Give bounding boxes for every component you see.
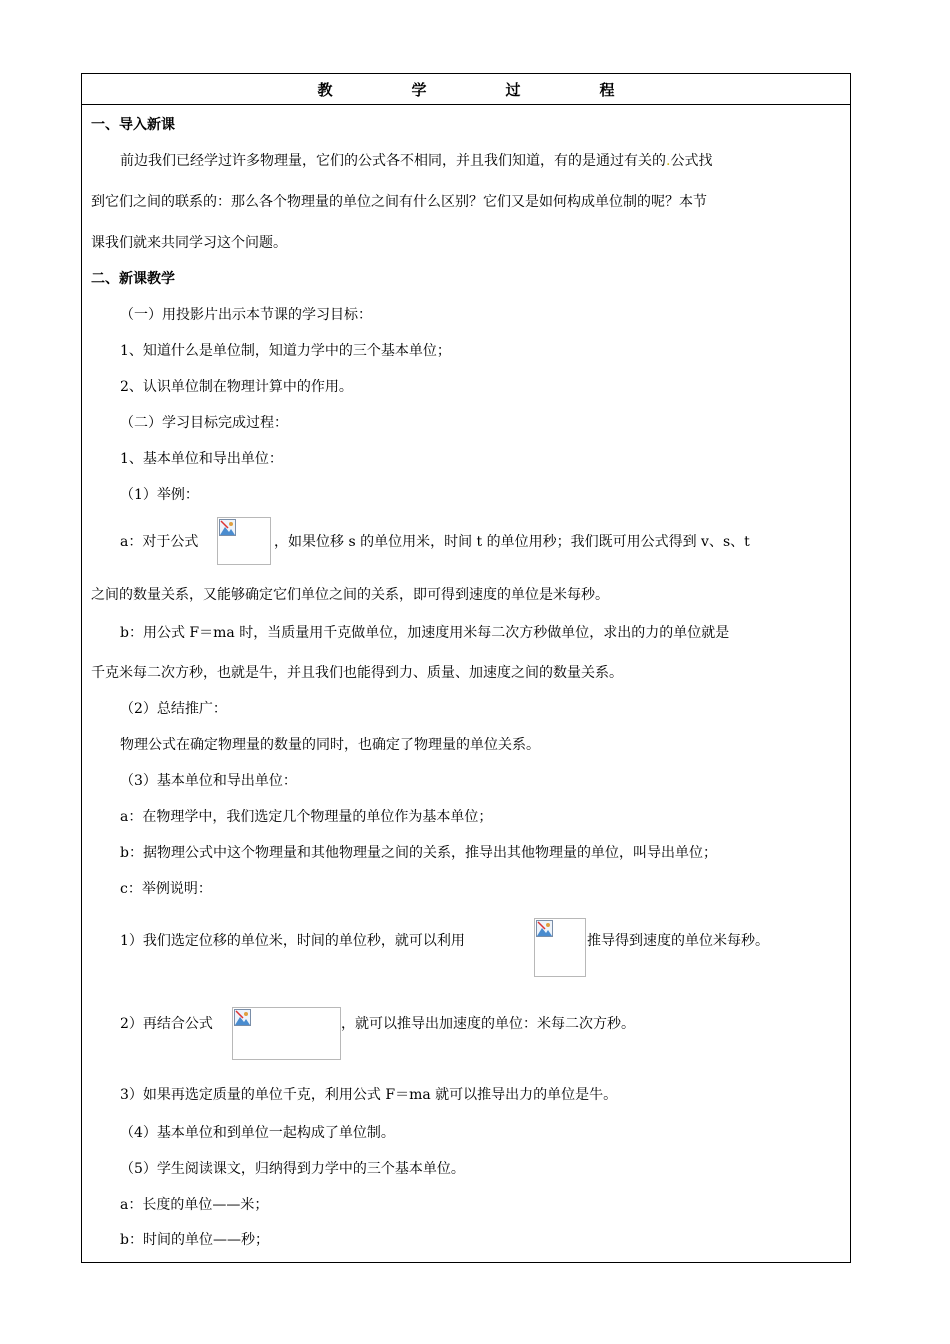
basic-units-c: c：举例说明： xyxy=(120,881,212,897)
point-4: （4）基本单位和到单位一起构成了单位制。 xyxy=(120,1125,395,1141)
derive-3: 3）如果再选定质量的单位千克，利用公式 F＝ma 就可以推导出力的单位是牛。 xyxy=(120,1087,618,1103)
derive-1-pre: 1）我们选定位移的单位米，时间的单位秒，就可以利用 xyxy=(120,933,465,949)
formula-image-acceleration xyxy=(232,1007,341,1060)
example-b-line-2: 千克米每二次方秒，也就是牛，并且我们也能得到力、质量、加速度之间的数量关系。 xyxy=(91,665,623,681)
example-a-post: ，如果位移 s 的单位用米，时间 t 的单位用秒；我们既可用公式得到 v、s、t xyxy=(274,534,750,550)
intro-line-2: 到它们之间的联系的：那么各个物理量的单位之间有什么区别？它们又是如何构成单位制的呢？本节 xyxy=(91,194,707,210)
example-b-line-1: b：用公式 F＝ma 时，当质量用千克做单位，加速度用米每二次方秒做单位，求出的力的单位就是 xyxy=(120,625,730,641)
intro-line-1: 前边我们已经学过许多物理量，它们的公式各不相同，并且我们知道，有的是通过有关的.公式找 xyxy=(120,153,713,169)
example-a-line-2: 之间的数量关系，又能够确定它们单位之间的关系，即可得到速度的单位是米每秒。 xyxy=(91,587,609,603)
summary-text: 物理公式在确定物理量的数量的同时，也确定了物理量的单位关系。 xyxy=(120,737,540,753)
broken-image-icon xyxy=(234,1009,251,1026)
intro-line-1a: 前边我们已经学过许多物理量，它们的公式各不相同，并且我们知道，有的是通过有关的 xyxy=(120,153,666,169)
intro-line-1b: 公式找 xyxy=(670,153,713,169)
goal-2: 2、认识单位制在物理计算中的作用。 xyxy=(120,379,353,395)
point-1: 1、基本单位和导出单位： xyxy=(120,451,283,467)
summary-title: （2）总结推广： xyxy=(120,701,227,717)
example-a-pre: a：对于公式 xyxy=(120,534,199,550)
basic-units-a: a：在物理学中，我们选定几个物理量的单位作为基本单位； xyxy=(120,809,493,825)
broken-image-icon xyxy=(536,920,553,937)
unit-time: b：时间的单位——秒； xyxy=(120,1232,269,1248)
example-title: （1）举例： xyxy=(120,487,199,503)
formula-image-velocity xyxy=(534,918,586,977)
goal-1: 1、知道什么是单位制，知道力学中的三个基本单位； xyxy=(120,343,451,359)
process-title: （二）学习目标完成过程： xyxy=(120,415,288,431)
basic-units-title: （3）基本单位和导出单位： xyxy=(120,773,297,789)
formula-image-v xyxy=(217,517,271,565)
broken-image-icon xyxy=(219,519,236,536)
section-heading-new: 二、新课教学 xyxy=(91,271,175,287)
page-title: 教 学 过 程 xyxy=(317,81,647,99)
derive-2-post: ，就可以推导出加速度的单位：米每二次方秒。 xyxy=(341,1016,635,1032)
derive-2-pre: 2）再结合公式 xyxy=(120,1016,213,1032)
intro-line-3: 课我们就来共同学习这个问题。 xyxy=(91,235,287,251)
table-header-row xyxy=(82,74,850,105)
unit-length: a：长度的单位——米； xyxy=(120,1197,269,1213)
section-heading-intro: 一、导入新课 xyxy=(91,117,175,133)
basic-units-b: b：据物理公式中这个物理量和其他物理量之间的关系，推导出其他物理量的单位，叫导出单位； xyxy=(120,845,717,861)
point-5: （5）学生阅读课文，归纳得到力学中的三个基本单位。 xyxy=(120,1161,465,1177)
goal-title: （一）用投影片出示本节课的学习目标： xyxy=(120,307,372,323)
derive-1-post: 推导得到速度的单位米每秒。 xyxy=(587,933,769,949)
